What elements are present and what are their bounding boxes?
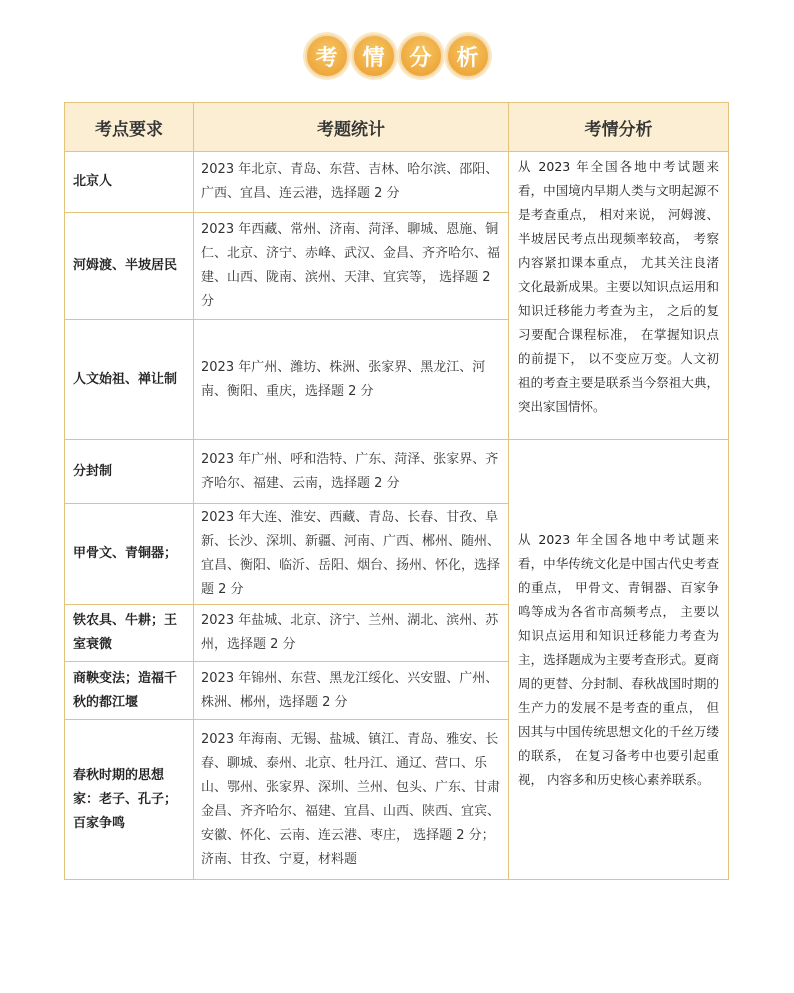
stat-cell: 2023 年盐城、北京、济宁、兰州、湖北、滨州、苏州，选择题 2 分 [194, 605, 509, 662]
exam-analysis-table [64, 102, 729, 880]
stat-cell: 2023 年锦州、东营、黑龙江绥化、兴安盟、广州、株洲、郴州，选择题 2 分 [194, 662, 509, 720]
header-stat: 考题统计 [194, 103, 509, 152]
table-header-row [65, 103, 729, 152]
stat-cell: 2023 年广州、呼和浩特、广东、菏泽、张家界、齐齐哈尔、福建、云南，选择题 2 分 [194, 440, 509, 504]
stat-cell: 2023 年北京、青岛、东营、吉林、哈尔滨、邵阳、广西、宜昌、连云港，选择题 2 分 [194, 152, 509, 213]
table-row [65, 440, 729, 504]
title-char: 分 [399, 34, 443, 78]
section-title [0, 34, 794, 82]
point-cell: 人文始祖、禅让制 [65, 320, 194, 440]
analysis-cell: 从 2023 年全国各地中考试题来看，中华传统文化是中国古代史考查的重点， 甲骨文、青铜器、百家争鸣等成为各省市高频考点， 主要以知识点运用和知识迁移能力考查为主，选择题成为主要考查形式。夏商周的更替、分封制、春秋战国时期的生产力的发展不是考查的重点， 但因其与中国传统思想文化的千丝万缕的联系， 在复习备考中也要引起重视， 内容多和历史核心素养联系。 [509, 440, 729, 880]
header-analysis: 考情分析 [509, 103, 729, 152]
header-point: 考点要求 [65, 103, 194, 152]
point-cell: 河姆渡、半坡居民 [65, 213, 194, 320]
title-char: 情 [352, 34, 396, 78]
point-cell: 铁农具、牛耕；王室衰微 [65, 605, 194, 662]
point-cell: 甲骨文、青铜器； [65, 504, 194, 605]
point-cell: 分封制 [65, 440, 194, 504]
stat-cell: 2023 年广州、潍坊、株洲、张家界、黑龙江、河南、衡阳、重庆，选择题 2 分 [194, 320, 509, 440]
stat-cell: 2023 年大连、淮安、西藏、青岛、长春、甘孜、阜新、长沙、深圳、新疆、河南、广西、郴州、随州、宜昌、衡阳、临沂、岳阳、烟台、扬州、怀化，选择题 2 分 [194, 504, 509, 605]
point-cell: 商鞅变法；造福千秋的都江堰 [65, 662, 194, 720]
title-char: 析 [446, 34, 490, 78]
point-cell: 春秋时期的思想家：老子、孔子；百家争鸣 [65, 720, 194, 880]
table-row [65, 152, 729, 213]
stat-cell: 2023 年海南、无锡、盐城、镇江、青岛、雅安、长春、聊城、泰州、北京、牡丹江、通辽、营口、乐山、鄂州、张家界、深圳、兰州、包头、广东、甘肃金昌、齐齐哈尔、福建、宜昌、山西、陕西、宜宾、安徽、怀化、云南、连云港、枣庄， 选择题 2 分；济南、甘孜、宁夏，材料题 [194, 720, 509, 880]
analysis-cell: 从 2023 年全国各地中考试题来看，中国境内早期人类与文明起源不是考查重点， 相对来说， 河姆渡、半坡居民考点出现频率较高， 考察内容紧扣课本重点， 尤其关注良渚文化最新成果。主要以知识点运用和知识迁移能力考查为主， 之后的复习要配合课程标准， 在掌握知识点的前提下， 以不变应万变。人文初祖的考查主要是联系当今祭祖大典，突出家国情怀。 [509, 152, 729, 440]
stat-cell: 2023 年西藏、常州、济南、菏泽、聊城、恩施、铜仁、北京、济宁、赤峰、武汉、金昌、齐齐哈尔、福建、山西、陇南、滨州、天津、宜宾等， 选择题 2 分 [194, 213, 509, 320]
point-cell: 北京人 [65, 152, 194, 213]
title-char: 考 [305, 34, 349, 78]
